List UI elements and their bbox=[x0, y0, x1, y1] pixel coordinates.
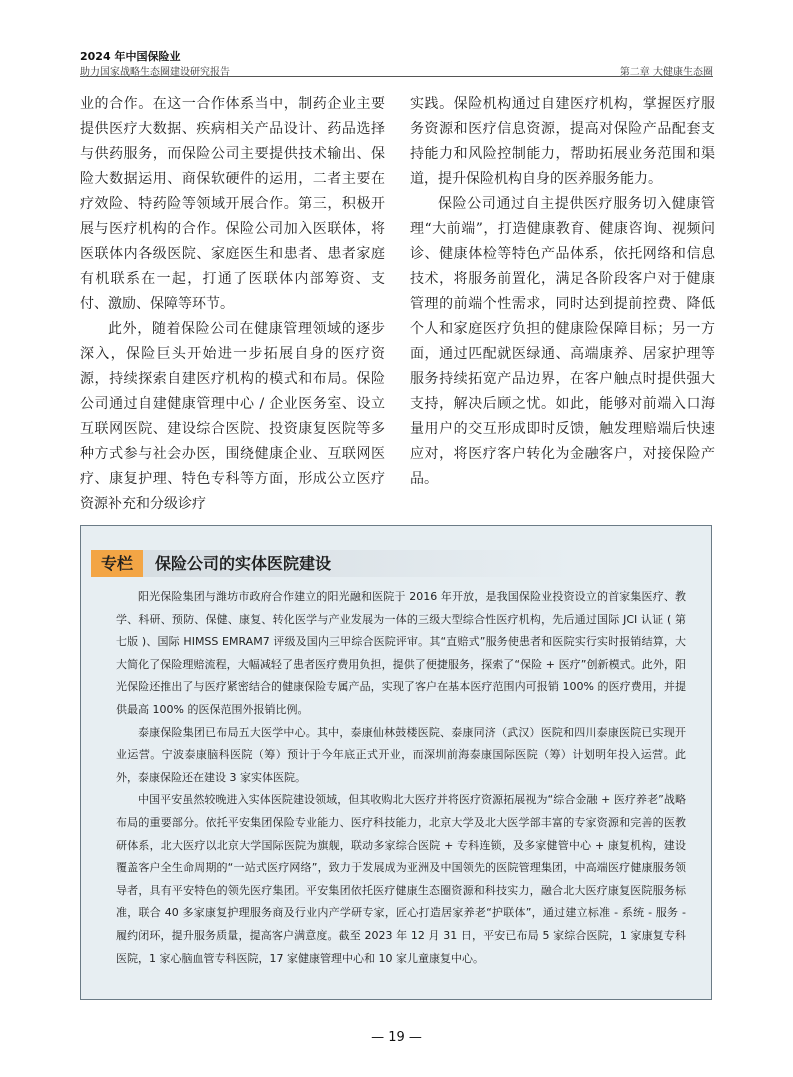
sidebar-paragraph-1: 阳光保险集团与潍坊市政府合作建立的阳光融和医院于 2016 年开放，是我国保险业投资设立的首家集医疗、教学、科研、预防、保健、康复、转化医学与产业发展为一体的三级大型综合性医疗机构，先后通过国际 JCI 认证 ( 第七版 )、国际 HIMSS EMRAM7 评级及国内三甲综合医院评审。其“直赔式”服务使患者和医院实行实时报销结算，大大简化了保险理赔流程，大幅减轻了患者医疗费用负担，提供了便捷服务，探索了“保险 + 医疗”创新模式。此外，阳光保险还推出了与医疗紧密结合的健康保险专属产品，实现了客户在基本医疗范围内可报销 100% 的医疗费用，并提供最高 100% 的医保范围外报销比例。 bbox=[116, 590, 686, 716]
sidebar-title: 保险公司的实体医院建设 bbox=[143, 550, 575, 577]
left-paragraph-2: 此外，随着保险公司在健康管理领域的逐步深入，保险巨头开始进一步拓展自身的医疗资源，持续探索自建医疗机构的模式和布局。保险公司通过自建健康管理中心 / 企业医务室、设立互联网医院、建设综合医院、投资康复医院等多种方式参与社会办医，围绕健康企业、互联网医疗、康复护理、特色专科等方面，形成公立医疗资源补充和分级诊疗 bbox=[80, 321, 385, 512]
sidebar-paragraph-3: 中国平安虽然较晚进入实体医院建设领域，但其收购北大医疗并将医疗资源拓展视为“综合金融 + 医疗养老”战略布局的重要部分。依托平安集团保险专业能力、医疗科技能力，北京大学及北大医学部丰富的专家资源和完善的医教研体系，北大医疗以北京大学国际医院为旗舰，联动多家综合医院 + 专科连锁，及多家健管中心 + 康复机构，建设覆盖客户全生命周期的“一站式医疗网络”，致力于发展成为亚洲及中国领先的医院管理集团，中高端医疗健康服务领导者，具有平安特色的领先医疗集团。平安集团依托医疗健康生态圈资源和科技实力，融合北大医疗康复医院服务标准，联合 40 多家康复护理服务商及行业内产学研专家，匠心打造居家养老“护联体”，通过建立标准 - 系统 - 服务 - 履约闭环，提升服务质量，提高客户满意度。截至 2023 年 12 月 31 日，平安已布局 5 家综合医院，1 家康复专科医院，1 家心脑血管专科医院，17 家健康管理中心和 10 家儿童康复中心。 bbox=[116, 793, 686, 965]
left-column bbox=[80, 92, 385, 517]
page-header bbox=[80, 44, 713, 77]
sidebar-box bbox=[80, 525, 712, 1000]
right-paragraph-1: 实践。保险机构通过自建医疗机构，掌握医疗服务资源和医疗信息资源，提高对保险产品配套支持能力和风险控制能力，帮助拓展业务范围和渠道，提升保险机构自身的医养服务能力。 bbox=[410, 96, 715, 187]
page-number: — 19 — bbox=[371, 1030, 422, 1045]
report-year-title: 2024 年中国保险业 bbox=[80, 50, 181, 63]
left-paragraph-1: 业的合作。在这一合作体系当中，制药企业主要提供医疗大数据、疾病相关产品设计、药品选择与供药服务，而保险公司主要提供技术输出、保险大数据运用、商保软硬件的运用，二者主要在疗效险、特药险等领域开展合作。第三，积极开展与医疗机构的合作。保险公司加入医联体，将医联体内各级医院、家庭医生和患者、患者家庭有机联系在一起，打通了医联体内部筹资、支付、激励、保障等环节。 bbox=[80, 96, 385, 312]
right-paragraph-2: 保险公司通过自主提供医疗服务切入健康管理“大前端”，打造健康教育、健康咨询、视频问诊、健康体检等特色产品体系，依托网络和信息技术，将服务前置化，满足各阶段客户对于健康管理的前端个性需求，同时达到提前控费、降低个人和家庭医疗负担的健康险保障目标；另一方面，通过匹配就医绿通、高端康养、居家护理等服务持续拓宽产品边界，在客户触点时提供强大支持，解决后顾之忧。如此，能够对前端入口海量用户的交互形成即时反馈，触发理赔端后快速应对，将医疗客户转化为金融客户，对接保险产品。 bbox=[410, 196, 715, 487]
sidebar-paragraph-2: 泰康保险集团已布局五大医学中心。其中，泰康仙林鼓楼医院、泰康同济（武汉）医院和四川泰康医院已实现开业运营。宁波泰康脑科医院（筹）预计于今年底正式开业，而深圳前海泰康国际医院（筹）计划明年投入运营。此外，泰康保险还在建设 3 家实体医院。 bbox=[116, 725, 686, 784]
sidebar-body bbox=[116, 586, 686, 970]
sidebar-tag: 专栏 bbox=[91, 550, 143, 577]
report-subtitle: 助力国家战略生态圈建设研究报告 bbox=[80, 67, 230, 78]
header-divider bbox=[80, 76, 713, 77]
chapter-title: 第二章 大健康生态圈 bbox=[619, 67, 713, 78]
right-column bbox=[410, 92, 715, 492]
